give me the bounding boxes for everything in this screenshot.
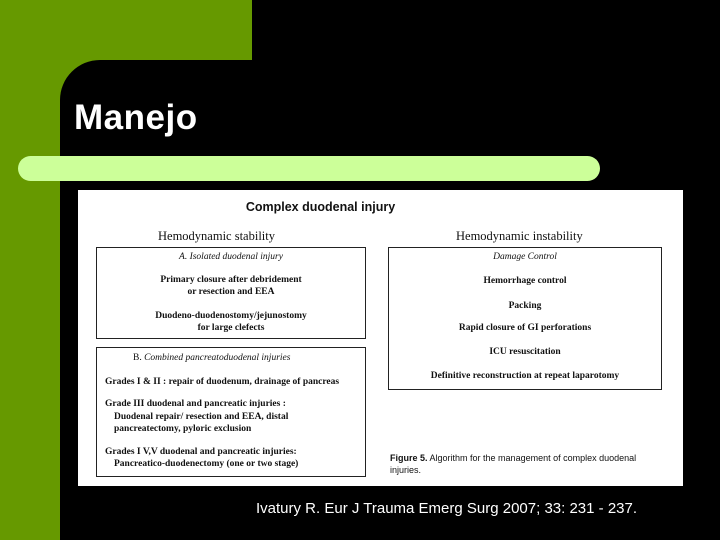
- box-b-line: Grade III duodenal and pancreatic injuries :: [105, 399, 286, 409]
- box-b-line: Duodenal repair/ resection and EEA, distal: [114, 412, 289, 422]
- box-a-line: Duodeno-duodenostomy/jejunostomy: [155, 311, 307, 321]
- isolated-injury-box: [96, 247, 366, 339]
- box-b-heading-prefix: B.: [133, 353, 142, 363]
- box-c-line: Hemorrhage control: [483, 276, 567, 286]
- damage-control-box: [388, 247, 662, 390]
- figure-title: Complex duodenal injury: [245, 200, 396, 214]
- figure-caption: [390, 452, 660, 476]
- box-b-heading: [133, 353, 290, 363]
- box-b-line: Grades I & II : repair of duodenum, drainage of pancreas: [105, 377, 340, 387]
- box-a-line: or resection and EEA: [187, 287, 275, 297]
- algorithm-figure: [78, 190, 683, 486]
- caption-text: Algorithm for the management of complex duodenal injuries.: [390, 453, 637, 475]
- box-a-heading: A. Isolated duodenal injury: [179, 252, 283, 262]
- box-c-line: Rapid closure of GI perforations: [458, 323, 592, 333]
- left-column-heading: Hemodynamic stability: [158, 229, 275, 243]
- citation: Ivatury R. Eur J Trauma Emerg Surg 2007; 33: 231 - 237.: [256, 500, 638, 517]
- right-column-heading: Hemodynamic instability: [456, 229, 583, 243]
- box-b-line: Pancreatico-duodenectomy (one or two stage): [114, 459, 299, 469]
- combined-injuries-box: [96, 347, 366, 477]
- title-underline-bar: [18, 156, 600, 181]
- dark-top-area: [252, 0, 720, 60]
- box-c-line: ICU resuscitation: [489, 347, 561, 357]
- box-b-heading-text: Combined pancreatoduodenal injuries: [144, 353, 291, 363]
- box-b-line: pancreatectomy, pyloric exclusion: [114, 424, 252, 434]
- caption-label: Figure 5.: [390, 453, 428, 463]
- box-c-heading: Damage Control: [493, 252, 557, 262]
- box-a-line: for large clefects: [197, 323, 265, 333]
- box-c-line: Definitive reconstruction at repeat laparotomy: [430, 371, 620, 381]
- box-b-line: Grades I V,V duodenal and pancreatic injuries:: [105, 447, 297, 457]
- box-c-line: Packing: [508, 301, 542, 311]
- box-a-line: Primary closure after debridement: [160, 275, 302, 285]
- slide-title: Manejo: [74, 98, 198, 137]
